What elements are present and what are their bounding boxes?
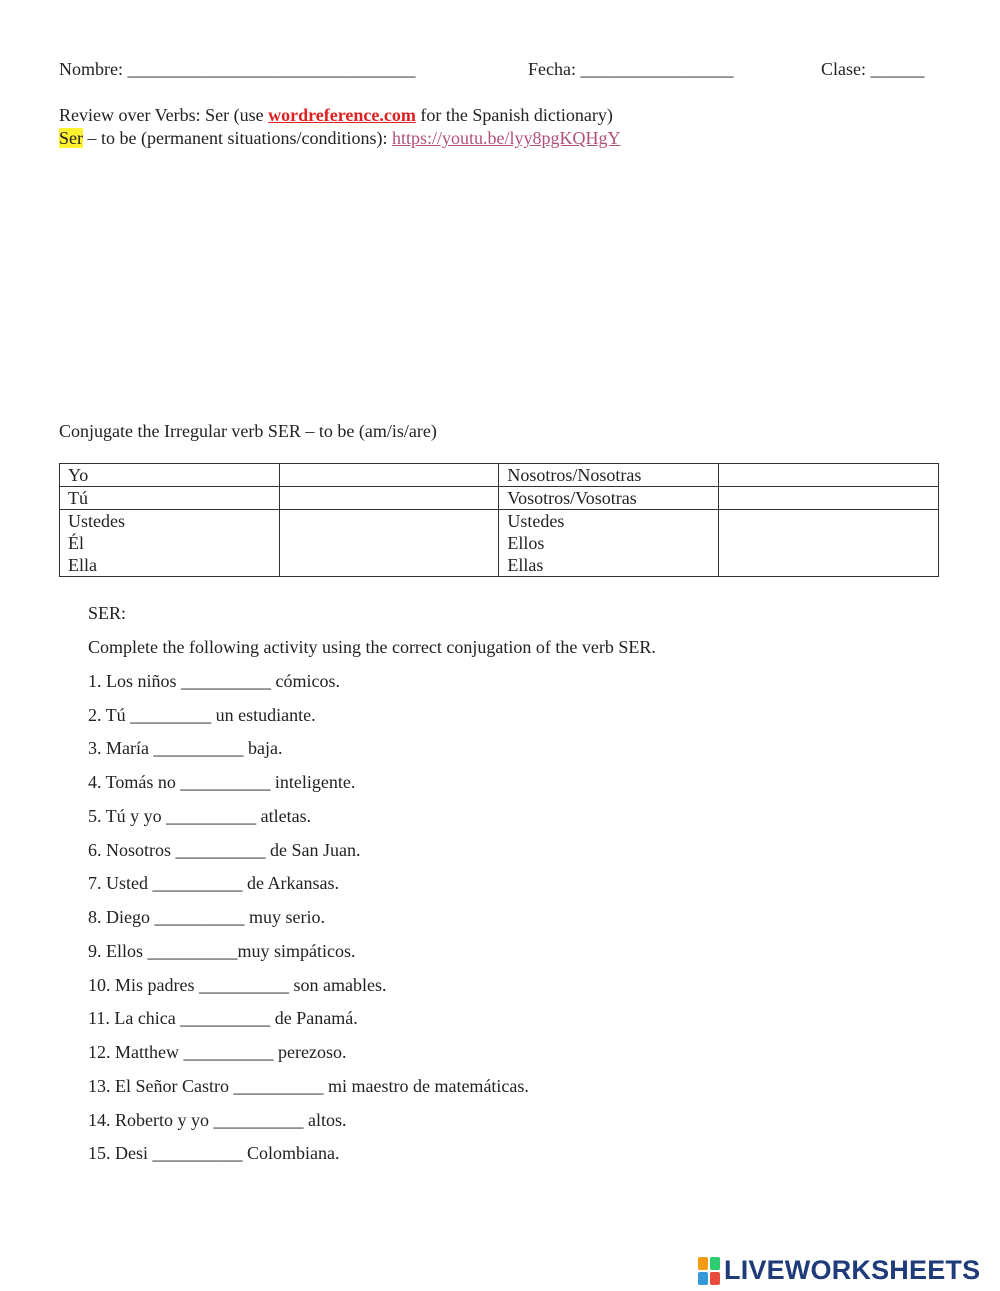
nombre-label: Nombre: [59,59,123,79]
list-item[interactable]: 6. Nosotros __________ de San Juan. [88,840,361,860]
ser-definition-line [59,127,620,149]
table-row [60,487,939,510]
pronoun-cell: Ustedes Ellos Ellas [499,510,719,577]
fecha-field [528,58,733,80]
list-item[interactable]: 11. La chica __________ de Panamá. [88,1008,358,1028]
list-item[interactable]: 8. Diego __________ muy serio. [88,907,325,927]
clase-line: ______ [870,59,925,79]
nombre-line: ________________________________ [127,59,416,79]
list-item[interactable]: 10. Mis padres __________ son amables. [88,975,387,995]
list-item[interactable]: 13. El Señor Castro __________ mi maestro de matemáticas. [88,1076,529,1096]
table-row [60,464,939,487]
review-prefix: Review over Verbs: Ser (use [59,105,269,125]
fecha-label: Fecha: [528,59,576,79]
pronoun-cell: Vosotros/Vosotras [499,487,719,510]
fecha-line: _________________ [580,59,734,79]
answer-cell[interactable] [719,464,939,487]
brand-name: LIVEWORKSHEETS [724,1255,981,1285]
answer-cell[interactable] [279,487,499,510]
list-item[interactable]: 12. Matthew __________ perezoso. [88,1042,347,1062]
answer-cell[interactable] [719,487,939,510]
list-item[interactable]: 15. Desi __________ Colombiana. [88,1143,340,1163]
activity-heading: SER: [88,603,127,623]
video-link[interactable]: https://youtu.be/lyy8pgKQHgY [391,128,621,148]
conjugate-title: Conjugate the Irregular verb SER – to be (am/is/are) [59,421,437,441]
answer-cell[interactable] [279,464,499,487]
list-item[interactable]: 2. Tú _________ un estudiante. [88,705,316,725]
clase-field [821,58,925,80]
conjugation-table [59,463,939,577]
pronoun-cell: Ustedes Él Ella [60,510,280,577]
liveworksheets-logo [698,1255,980,1286]
pronoun-cell: Tú [60,487,280,510]
answer-cell[interactable] [279,510,499,577]
table-row [60,510,939,577]
list-item[interactable]: 5. Tú y yo __________ atletas. [88,806,312,826]
list-item[interactable]: 14. Roberto y yo __________ altos. [88,1110,347,1130]
list-item[interactable]: 9. Ellos __________muy simpáticos. [88,941,356,961]
list-item[interactable]: 4. Tomás no __________ inteligente. [88,772,356,792]
review-line [59,104,613,126]
wordreference-link[interactable]: wordreference.com [268,105,416,125]
nombre-field [59,58,415,80]
liveworksheets-logo-icon [698,1257,720,1285]
list-item[interactable]: 7. Usted __________ de Arkansas. [88,873,339,893]
list-item[interactable]: 1. Los niños __________ cómicos. [88,671,340,691]
list-item[interactable]: 3. María __________ baja. [88,738,283,758]
pronoun-cell: Yo [60,464,280,487]
ser-highlight: Ser [59,128,83,148]
ser-description: – to be (permanent situations/conditions): [83,128,392,148]
activity-instructions: Complete the following activity using the correct conjugation of the verb SER. [88,637,656,657]
answer-cell[interactable] [719,510,939,577]
clase-label: Clase: [821,59,866,79]
pronoun-cell: Nosotros/Nosotras [499,464,719,487]
review-suffix: for the Spanish dictionary) [415,105,613,125]
